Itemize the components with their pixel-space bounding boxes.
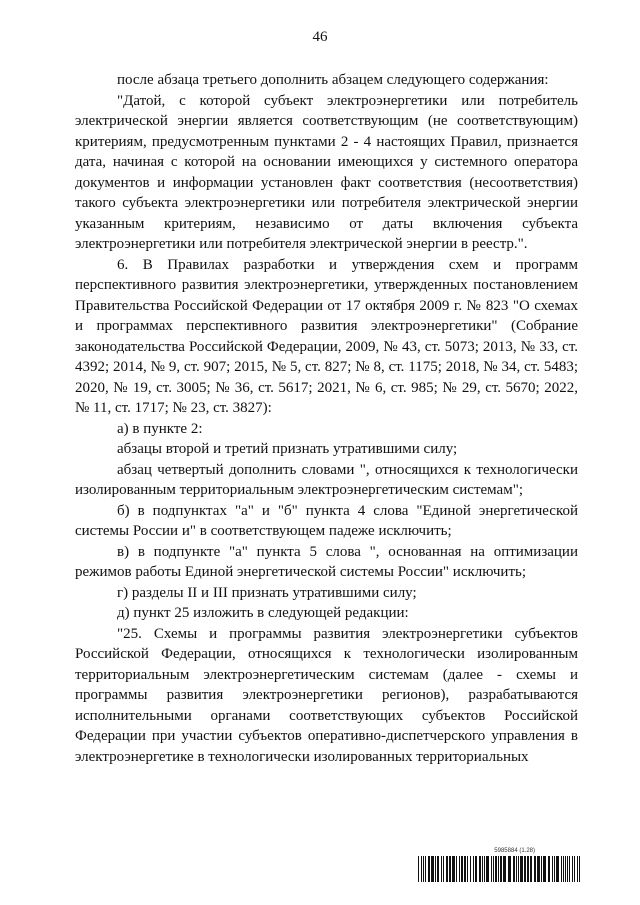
paragraph: 6. В Правилах разработки и утверждения схем и программ перспективного развития электроэнергетики, утвержденных постановлением Правительства Российской Федерации от 17 октября 2009 г. № 823 "О схемах и программах перспективного развития электроэнергетики" (Собрание законодательства Российской Федерации, 2009, № 43, ст. 5073; 2013, № 33, ст. 4392; 2014, № 9, ст. 907; 2015, № 5, ст. 827; № 8, ст. 1175; 2018, № 34, ст. 5483; 2020, № 19, ст. 3005; № 36, ст. 5617; 2021, № 6, ст. 985; № 29, ст. 5670; 2022, № 11, ст. 1717; № 23, ст. 3827):	[75, 256, 578, 416]
document-footer	[418, 848, 583, 882]
paragraph: после абзаца третьего дополнить абзацем следующего содержания:	[117, 72, 549, 88]
paragraph: абзац четвертый дополнить словами ", относящихся к технологически изолированным территориальным электроэнергетическим системам";	[75, 461, 578, 498]
paragraph: "Датой, с которой субъект электроэнергетики или потребитель электрической энергии является соответствующим (не соответствующим) критериям, предусмотренным пунктами 2 - 4 настоящих Правил, признается дата, начиная с которой на основании имеющихся у системного оператора документов и информации установлен факт соответствия (несоответствия) такого субъекта электроэнергетики или потребителя электрической энергии указанным критериям, независимо от даты включения субъекта электроэнергетики или потребителя электрической энергии в реестр.".	[75, 92, 578, 252]
paragraph: д) пункт 25 изложить в следующей редакции:	[117, 605, 409, 621]
paragraph: "25. Схемы и программы развития электроэнергетики субъектов Российской Федерации, относящихся к технологически изолированным территориальным электроэнергетическим системам (далее - схемы и программы развития электроэнергетики регионов), разрабатываются исполнительными органами соответствующих субъектов Российской Федерации при участии субъектов оперативно-диспетчерского управления в электроэнергетике в технологически изолированных территориальных	[75, 625, 578, 765]
document-code: 5985884 (1.28)	[494, 848, 535, 854]
paragraph: б) в подпунктах "а" и "б" пункта 4 слова "Единой энергетической системы России и" в соответствующем падеже исключить;	[75, 502, 578, 539]
barcode-image	[418, 856, 583, 882]
page-number: 46	[312, 29, 328, 45]
paragraph: а) в пункте 2:	[117, 420, 203, 437]
paragraph: абзацы второй и третий признать утратившими силу;	[117, 441, 458, 457]
paragraph: в) в подпункте "а" пункта 5 слова ", основанная на оптимизации режимов работы Единой энергетической системы России" исключить;	[75, 543, 578, 580]
document-body	[75, 70, 578, 767]
paragraph: г) разделы II и III признать утратившими силу;	[117, 584, 417, 601]
